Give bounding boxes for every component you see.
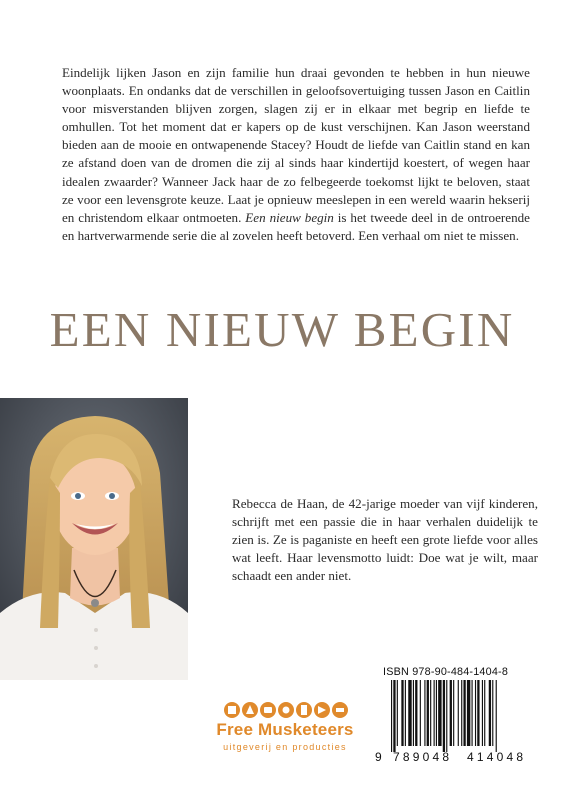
barcode-bar <box>446 680 447 752</box>
barcode-bar <box>427 680 429 746</box>
barcode-bar <box>450 680 452 746</box>
book-title: EEN NIEUW BEGIN <box>49 302 515 357</box>
barcode-digit-first: 9 <box>375 750 382 764</box>
isbn-label: ISBN 978-90-484-1404-8 <box>383 666 509 678</box>
barcode-bar <box>420 680 421 746</box>
blurb-text-1: Eindelijk lijken Jason en zijn familie hun draai gevonden te hebben in hun nieuwe woonplaats. En ondanks dat de verschillen in geloofsovertuiging tussen Jason en Caitlin voor misverstanden blijven zorgen, slagen zij er in elkaar met begrip en liefde te omhullen. Tot het moment dat er kapers op de kust verschijnen. Kan Jason weerstand bieden aan de mooie en ontwapenende Stacey? Houdt de liefde van Caitlin stand en kan ze afstand doen van de dromen die zij al sinds haar kindertijd koestert, of wegen haar idealen zwaarder? Wanneer Jack haar de zo felbegeerde toekomst lijkt te beloven, staat ze voor een levensgrote keuze. Laat je opnieuw meeslepen in een wereld waarin hekserij en christendom elkaar ontmoeten. <box>62 65 530 225</box>
barcode-bar <box>430 680 431 746</box>
back-cover-blurb <box>62 64 530 245</box>
publisher-icons <box>202 700 368 720</box>
barcode-bar <box>475 680 476 746</box>
barcode-digits-right: 414048 <box>467 750 527 764</box>
barcode-bar <box>484 680 485 746</box>
barcode-bar <box>401 680 403 746</box>
barcode-bar <box>461 680 462 746</box>
isbn-barcode-block <box>373 662 547 770</box>
barcode-bar <box>453 680 454 746</box>
publisher-name: Free Musketeers <box>216 720 354 739</box>
barcode-bar <box>393 680 395 752</box>
barcode-bar <box>458 680 459 746</box>
barcode-bar <box>489 680 491 746</box>
barcode-bar <box>463 680 465 746</box>
barcode-bar <box>477 680 479 746</box>
barcode-bar <box>482 680 483 746</box>
publisher-logo <box>202 700 368 770</box>
barcode-bar <box>443 680 445 752</box>
barcode-bar <box>434 680 435 746</box>
barcode-bar <box>405 680 406 746</box>
barcode-bar <box>472 680 473 746</box>
author-bio: Rebecca de Haan, de 42-jarige moeder van vijf kinderen, schrijft met een passie die in haar verhalen duidelijk te zien is. Ze is paganiste en heeft een grote liefde voor alles wat leeft. Haar levensmotto luidt: Doe wat je wilt, maar schaadt een ander niet. <box>232 496 538 583</box>
barcode-bar <box>415 680 417 746</box>
blurb-italic-title: Een nieuw begin <box>245 209 334 225</box>
barcode-bar <box>496 680 497 752</box>
barcode-bar <box>438 680 441 746</box>
barcode-bar <box>397 680 398 746</box>
barcode-bar <box>467 680 470 746</box>
barcode-bar <box>391 680 392 752</box>
blurb-text-2: is het tweede deel in de ontroerende en hartverwarmende serie die al zovelen heeft betoverd. Een verhaal om niet te missen. <box>62 209 530 243</box>
author-photo <box>0 398 188 680</box>
barcode-bar <box>436 680 437 746</box>
author-portrait-image <box>0 398 188 680</box>
barcode-bar <box>413 680 414 746</box>
barcode-bar <box>424 680 425 746</box>
barcode-bar <box>408 680 411 746</box>
barcode-digits-left: 789048 <box>393 750 453 764</box>
publisher-tagline: uitgeverij en producties <box>223 742 347 752</box>
barcode-bar <box>492 680 493 746</box>
barcode <box>381 680 541 754</box>
